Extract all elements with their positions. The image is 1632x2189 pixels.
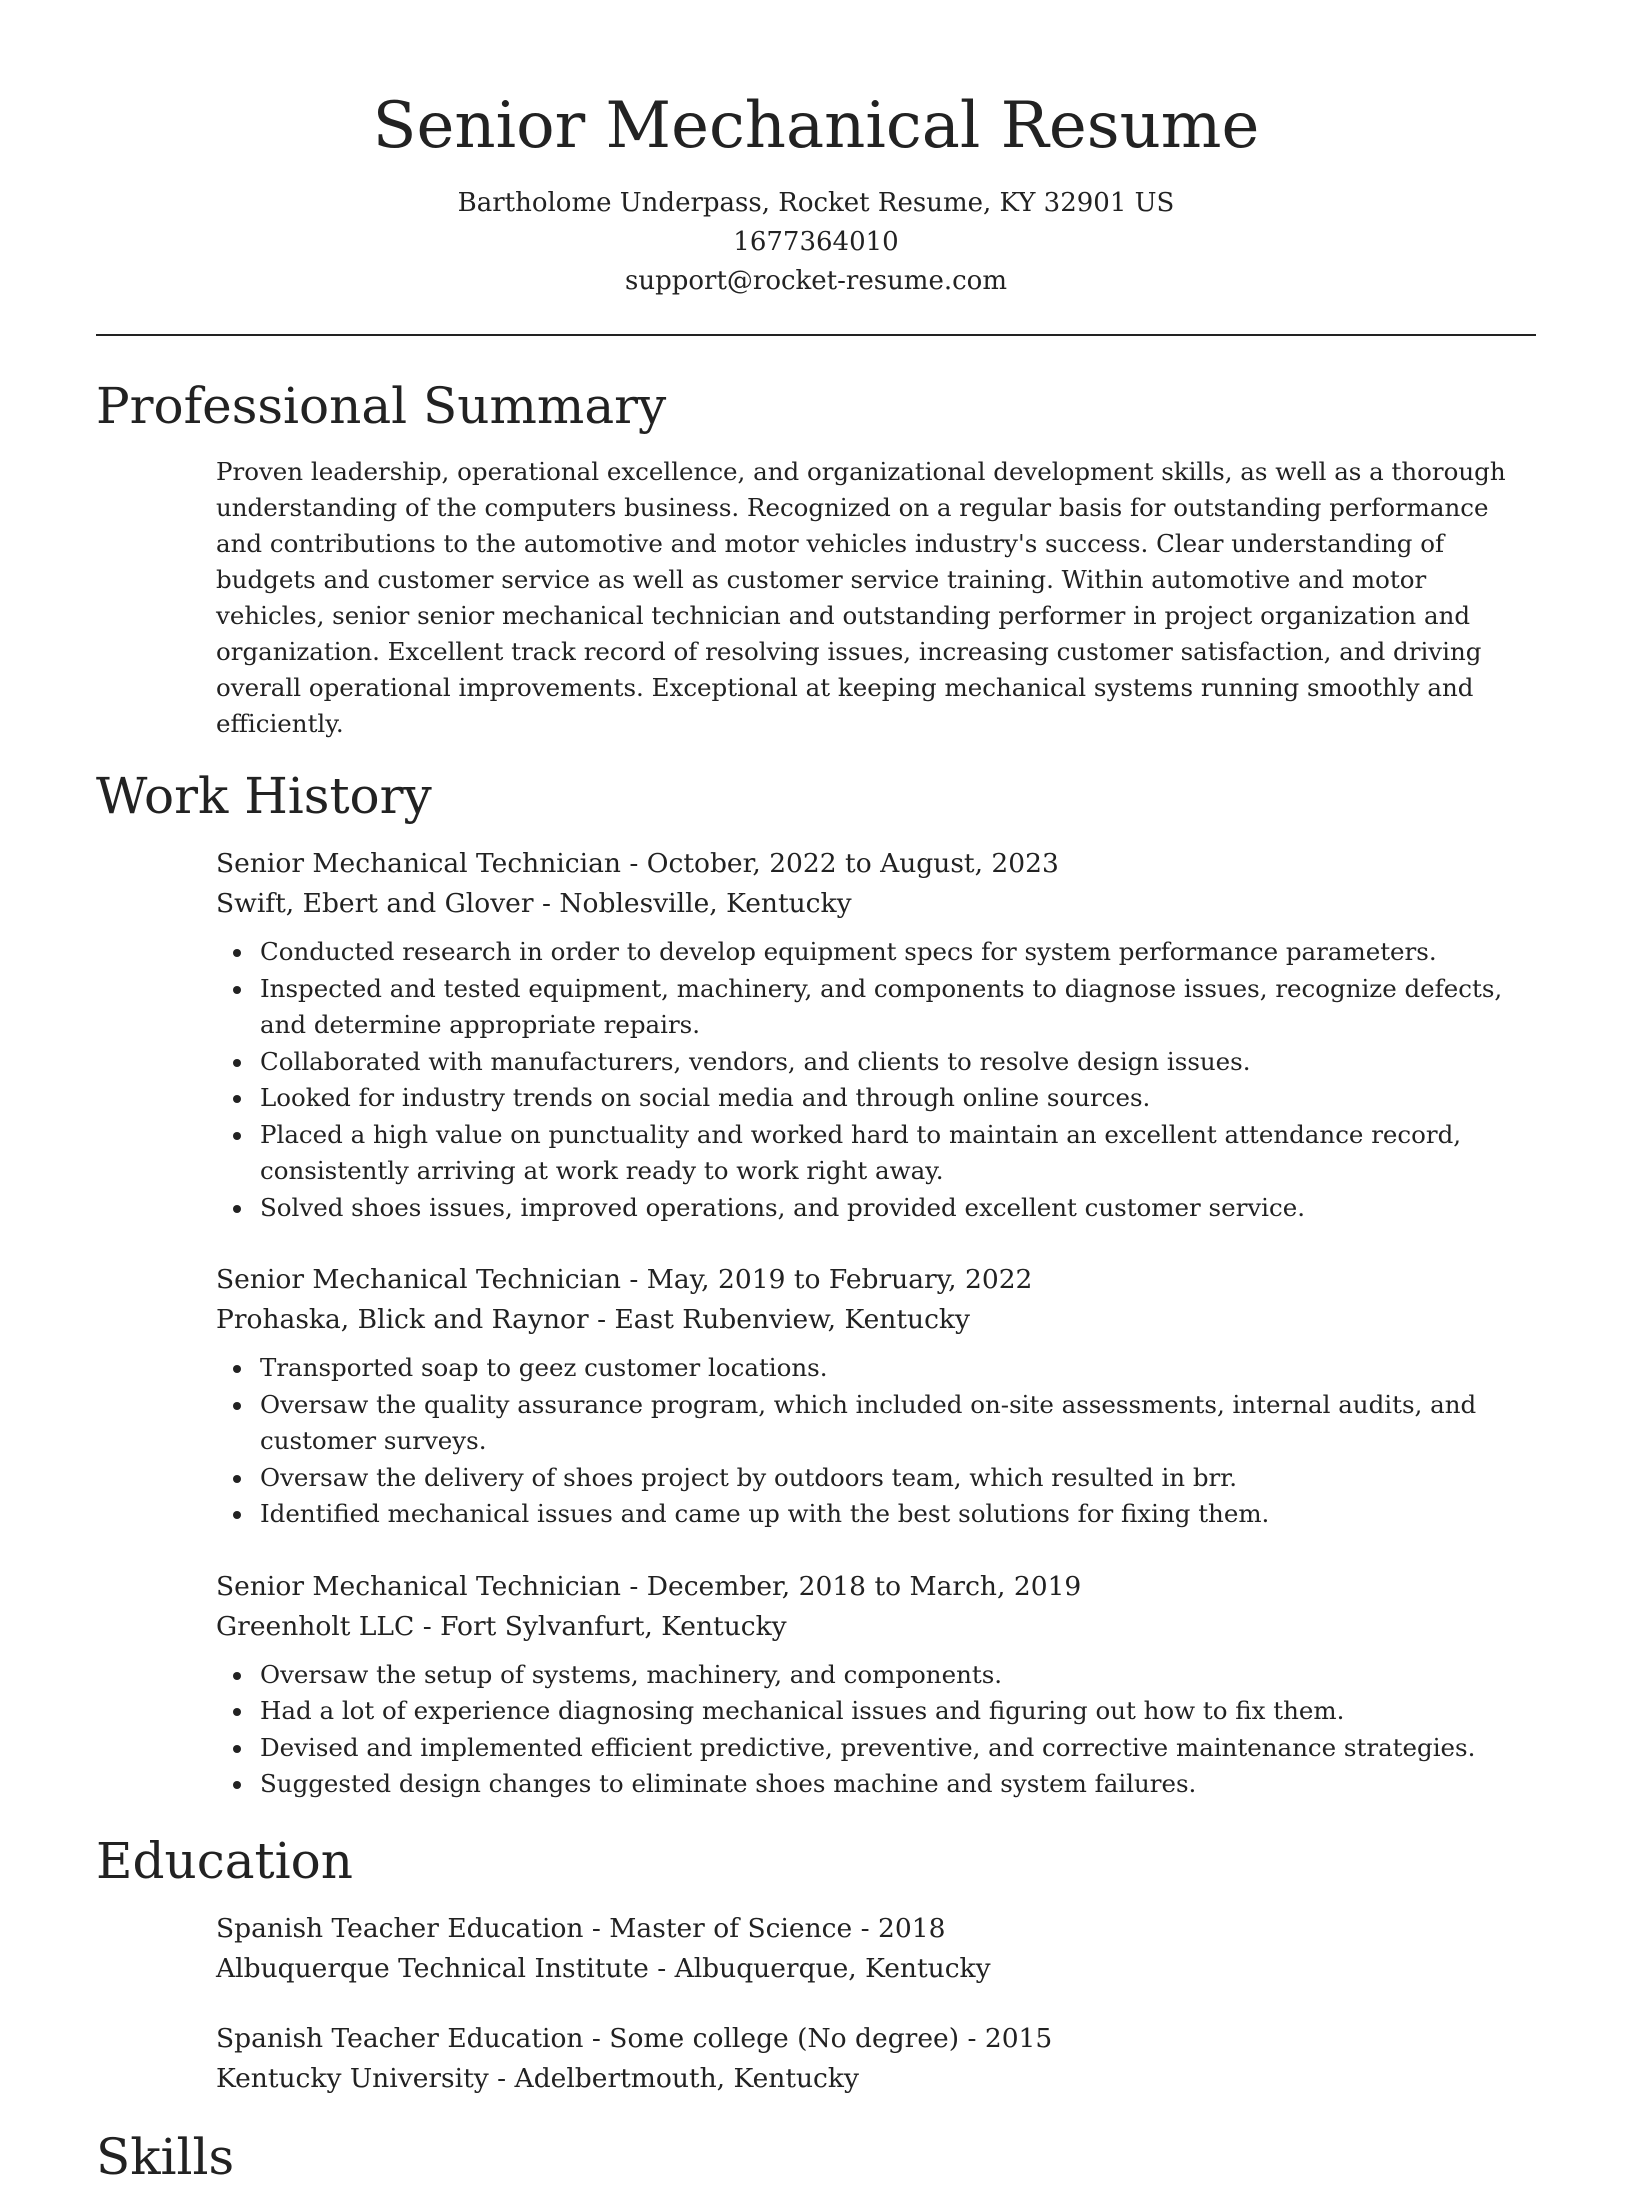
bullet-icon [233,1205,241,1213]
job-dates: - October, 2022 to August, 2023 [620,848,1059,879]
education-entry [216,2019,1536,2099]
education-location: - Adelbertmouth, Kentucky [488,2062,859,2094]
bullet-icon [233,1672,241,1680]
bullet-icon [233,949,241,957]
job-position: Senior Mechanical Technician [216,1570,621,1602]
contact-info [96,184,1536,301]
job-bullet [260,1044,1536,1081]
job-bullet [260,971,1536,1044]
contact-phone: 1677364010 [733,227,899,257]
job-location: - Fort Sylvanfurt, Kentucky [414,1610,787,1642]
resume-page [96,0,1536,2189]
job-bullet [260,1460,1536,1497]
job-bullet [260,1766,1536,1803]
job-bullet-text: Identified mechanical issues and came up with the best solutions for fixing them. [260,1499,1270,1528]
work-history-section [96,764,1536,1803]
job-bullet-text: Oversaw the setup of systems, machinery, and components. [260,1659,1003,1689]
bullet-icon [233,1745,241,1753]
job-bullet-text: Placed a high value on punctuality and worked hard to maintain an excellent attendance record, consistently arriving at work ready to work right away. [260,1119,1462,1185]
job-bullet-text: Transported soap to geez customer locations. [260,1353,828,1382]
job-bullet-text: Solved shoes issues, improved operations, and provided excellent customer service. [260,1192,1306,1222]
bullet-icon [233,986,241,994]
education-school: Kentucky University [216,2062,489,2094]
job-title-line [216,844,1536,884]
job-dates: - December, 2018 to March, 2019 [620,1570,1082,1602]
bullet-icon [233,1475,241,1483]
education-degree-line [216,1909,1536,1949]
education-entry [216,1909,1536,1989]
job-position: Senior Mechanical Technician [216,848,621,879]
bullet-icon [233,1365,241,1373]
summary-section [96,374,1536,742]
job-bullet-text: Inspected and tested equipment, machinery, and components to diagnose issues, recognize defects, and determine appropriate repairs. [260,973,1503,1039]
job-location: - Noblesville, Kentucky [533,888,852,919]
job-bullet [260,1350,1536,1387]
job-company: Greenholt LLC [216,1610,415,1642]
job-bullet-text: Conducted research in order to develop equipment specs for system performance parameters. [260,937,1437,966]
job-bullet-text: Devised and implemented efficient predictive, preventive, and corrective maintenance strategies. [260,1732,1476,1762]
job-position: Senior Mechanical Technician [216,1264,621,1295]
summary-heading: Professional Summary [96,377,667,435]
skills-section [96,2125,1536,2189]
contact-address: Bartholome Underpass, Rocket Resume, KY 32901 US [457,188,1175,218]
job-bullets [216,1657,1536,1803]
bullet-icon [233,1402,241,1410]
job-company: Swift, Ebert and Glover [216,888,534,919]
job-bullet [260,1693,1536,1730]
job-company-line [216,1300,1536,1340]
education-school-line [216,1949,1536,1989]
bullet-icon [233,1781,241,1789]
education-location: - Albuquerque, Kentucky [648,1952,991,1984]
bullet-icon [233,1132,241,1140]
education-school-line [216,2059,1536,2099]
education-degree: - Master of Science - 2018 [583,1912,946,1944]
job-bullet-text: Collaborated with manufacturers, vendors, and clients to resolve design issues. [260,1046,1251,1076]
job-bullet-text: Looked for industry trends on social media and through online sources. [260,1083,1151,1112]
job-company-line [216,884,1536,924]
job-bullet-text: Had a lot of experience diagnosing mechanical issues and figuring out how to fix them. [260,1696,1345,1725]
bullet-icon [233,1059,241,1067]
job-title-line [216,1567,1536,1607]
bullet-icon [233,1095,241,1103]
job-bullet [260,1387,1536,1460]
job-title-line [216,1260,1536,1300]
resume-title: Senior Mechanical Resume [372,89,1260,163]
job-bullet [260,1496,1536,1533]
work-history-heading: Work History [96,767,432,825]
header-divider [96,334,1536,336]
skills-heading: Skills [96,2127,235,2186]
education-school: Albuquerque Technical Institute [216,1952,649,1984]
job-bullet [260,934,1536,971]
resume-header [96,0,1536,301]
job-bullet [260,1190,1536,1227]
education-heading: Education [96,1831,353,1890]
education-degree: - Some college (No degree) - 2015 [583,2022,1053,2054]
job-company-line [216,1607,1536,1647]
job-company: Prohaska, Blick and Raynor [216,1304,589,1335]
job-bullet-text: Oversaw the delivery of shoes project by outdoors team, which resulted in brr. [260,1462,1238,1492]
job-bullet [260,1080,1536,1117]
job-bullet [260,1657,1536,1694]
job-location: - East Rubenview, Kentucky [588,1304,970,1335]
bullet-icon [233,1511,241,1519]
education-section [96,1829,1536,2099]
job-bullet [260,1730,1536,1767]
job-entry [216,1567,1536,1803]
education-degree-line [216,2019,1536,2059]
summary-text: Proven leadership, operational excellence, and organizational development skills, as well as a thorough understanding of the computers business. Recognized on a regular basis for outstanding performance and contributions to the automotive and motor vehicles industry's success. Clear understanding of budgets and customer service as well as customer service training. Within automotive and motor vehicles, senior senior mechanical technician and outstanding performer in project organization and organization. Excellent track record of resolving issues, increasing customer satisfaction, and driving overall operational improvements. Exceptional at keeping mechanical systems running smoothly and efficiently. [216,457,1506,738]
contact-email: support@rocket-resume.com [624,266,1007,296]
job-entry [216,1260,1536,1533]
job-entry [216,844,1536,1226]
job-bullet [260,1117,1536,1190]
job-bullet-text: Suggested design changes to eliminate shoes machine and system failures. [260,1769,1197,1798]
job-dates: - May, 2019 to February, 2022 [620,1264,1033,1295]
education-field: Spanish Teacher Education [216,1912,584,1944]
job-bullets [216,1350,1536,1533]
education-field: Spanish Teacher Education [216,2022,584,2054]
bullet-icon [233,1708,241,1716]
job-bullets [216,934,1536,1226]
job-bullet-text: Oversaw the quality assurance program, which included on-site assessments, internal audits, and customer surveys. [260,1389,1477,1455]
